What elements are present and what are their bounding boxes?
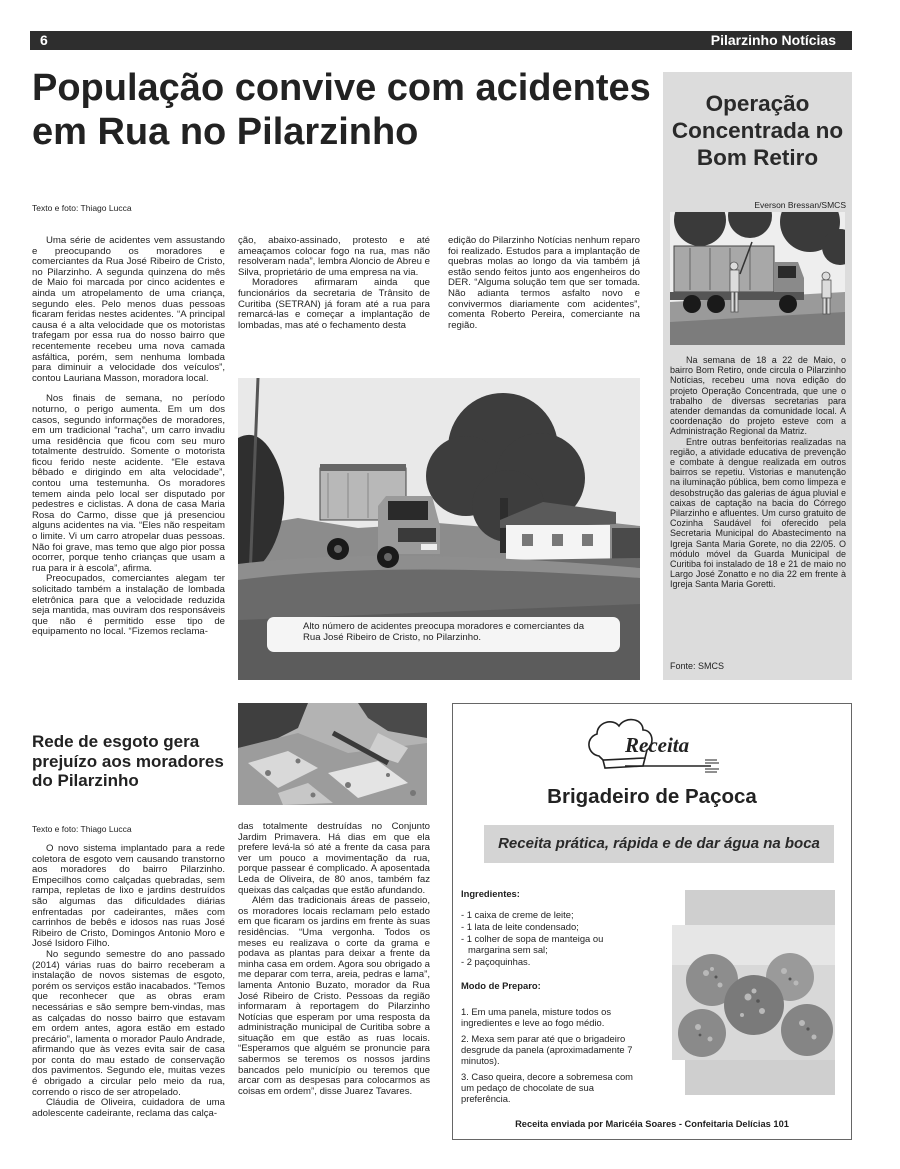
recipe-tagline: Receita prática, rápida e de dar água na boca	[484, 825, 834, 863]
article-headline: População convive com acidentes em Rua no Pilarzinho	[32, 67, 651, 153]
ingredient-item: - 1 colher de sopa de manteiga ou margarina sem sal;	[461, 932, 604, 956]
method-steps	[461, 1006, 643, 1109]
sidebar-photo-credit: Everson Bressan/SMCS	[754, 200, 846, 210]
method-step: 3. Caso queira, decore a sobremesa com um pedaço de chocolate de sua preferência.	[461, 1071, 633, 1104]
article-byline: Texto e foto: Thiago Lucca	[32, 203, 132, 213]
brigadeiro-photo	[672, 925, 835, 1060]
sidebar-text	[670, 355, 846, 590]
article2-byline: Texto e foto: Thiago Lucca	[32, 824, 132, 834]
article-paragraph: Uma série de acidentes vem assustando e preocupando os moradores e comerciantes da Rua José Ribeiro de Cristo, no Pilarzinho. A segunda quinzena do mês de Maio foi marcada por cinco acidentes e ainda um atropelamento de uma criança, segundo eles. Pelo menos duas pessoas ficaram feridas nestes acidentes. “A principal causa é a alta velocidade que os motoristas trafegam por essa rua do nosso bairro que recentemente recebeu uma nova camada asfáltica, porém, sem nenhuma lombada para diminuir a velocidade dos veículos”, contou Lauriana Masson, moradora local.	[32, 236, 225, 384]
sidebar-title: Operação Concentrada no Bom Retiro	[671, 91, 844, 170]
sewer-works-photo	[238, 703, 427, 805]
sidebar-truck-photo	[670, 212, 845, 345]
ingredient-item: - 1 lata de leite condensado;	[461, 920, 579, 932]
ingredient-item: - 1 caixa de creme de leite;	[461, 909, 574, 920]
method-step: 1. Em uma panela, misture todos os ingredientes e leve ao fogo médio.	[461, 1006, 612, 1028]
article-paragraph: Cláudia de Oliveira, cuidadora de uma adolescente cadeirante, reclama das calça-	[32, 1097, 225, 1119]
article-paragraph: O novo sistema implantado para a rede coletora de esgoto vem causando transtorno aos moradores do bairro Pilarzinho. Empecilhos como calçadas quebradas, sem rampa, repletas de lixo e jardins destruídos são algumas das dificuldades diárias enfrentadas por cadeirantes, mães com carrinhos de bebês e idosos nas ruas José Ribeiro de Cristo, Domingos Antonio Moro e José Isidoro Filho.	[32, 843, 225, 950]
method-heading: Modo de Preparo:	[461, 980, 541, 991]
page-number: 6	[40, 32, 48, 48]
ingredients-heading: Ingredientes:	[461, 888, 520, 899]
sidebar-paragraph: Na semana de 18 a 22 de Maio, o bairro Bom Retiro, onde circula o Pilarzinho Notícias, recebeu uma nova edição do projeto Operação Concentrada, que une o trabalho de diversas secretarias para atender demandas da comunidade local. A coordenação do projeto esteve com a Administração Regional da Matriz.	[670, 355, 846, 437]
article-paragraph: edição do Pilarzinho Notícias nenhum reparo foi realizado. Estudos para a implantação de quebras molas ao longo da via também já estão sendo feitos junto aos engenheiros do DER. “Alguma solução tem que ser tomada. Não adianta termos asfalto novo e convivermos diariamente com acidentes”, comenta Roberto Pereira, comerciante na região.	[448, 235, 640, 331]
article-column-3	[448, 236, 640, 331]
recipe-footer: Receita enviada por Maricéia Soares - Confeitaria Delícias 101	[515, 1119, 789, 1129]
article-paragraph: das totalmente destruídas no Conjunto Jardim Primavera. Há dias em que ela prefere levá-la só até a frente da casa para ver um pouco a movimentação da rua, porque passear é complicado. A aposentada Leda de Oliveira, de 80 anos, também faz queixas das calçadas que estão afundando.	[238, 821, 430, 896]
article-paragraph: No segundo semestre do ano passado (2014) várias ruas do bairro receberam a instalação de novos sistemas de esgoto, porém os serviços estão inacabados. “Temos que reconhecer que as obras eram necessárias e são sempre bem-vindas, mas as calçadas do nosso bairro que estavam em ordem antes, agora estão em estado precário”, lamenta o morador Paulo Andrade, afirmando que às vezes evita sair de casa por conta do mau estado de conservação dos pavimentos. Segundo ele, muitas vezes é obrigado a circular pelo meio da rua, correndo o risco de ser atropelado.	[32, 948, 225, 1098]
article-paragraph: Moradores afirmaram ainda que funcionários da secretaria de Trânsito de Curitiba (SETRAN) já foram até a rua para remarcá-las e começar a implantação de lombadas, mas até o fechamento desta	[238, 277, 430, 331]
method-step: 2. Mexa sem parar até que o brigadeiro desgrude da panela (aproximadamente 7 minutos).	[461, 1033, 633, 1066]
ingredient-item: - 2 paçoquinhas.	[461, 956, 531, 968]
publication-name: Pilarzinho Notícias	[710, 32, 836, 48]
sidebar-paragraph: Entre outras benfeitorias realizadas na região, a atividade educativa de prevenção e combate à dengue realizada em outros bairros se repetiu. Vistorias e manutenção na iluminação pública, bem como limpeza e desobstrução das galerias de água pluvial e caixas de captação na bacia do Córrego Pilarzinho e afluentes. Um curso gratuito de Cozinha Saudável foi oferecido pela Secretaria Municipal do Abastecimento na Igreja Santa Maria Gorete, no dia 22/05. O módulo móvel da Guarda Municipal de Curitiba foi instalado de 18 e 21 de maio no Largo José Zonatto e no dia 22 em frente à Igreja Santa Maria Goretti.	[670, 436, 846, 590]
recipe-title: Brigadeiro de Paçoca	[547, 785, 757, 808]
article2-headline: Rede de esgoto gera prejuízo aos moradores do Pilarzinho	[32, 732, 224, 790]
sidebar-source: Fonte: SMCS	[670, 661, 725, 671]
article2-column-1	[32, 844, 225, 1119]
article-paragraph: Além das tradicionais áreas de passeio, os moradores locais reclamam pelo estado em que ficaram os jardins em frente às suas residências. “Uma vergonha. Todos os meses eu realizava o corte da grama e podava as plantas para deixar a frente da minha casa em ordem. Agora sou obrigado a me deparar com terra, areia, pedras e lama”, lamenta Antonio Buzato, morador da Rua José Ribeiro de Cristo. Pessoas da região informaram à reportagem do Pilarzinho Notícias que esperam por uma resposta da administração municipal de Curitiba sobre a situação em que estão as ruas locais. “Esperamos que alguém se pronuncie para sabermos se teremos os nossos jardins bancados pelo município ou teremos que arcar com as despesas para colocarmos as coisas em ordem”, disse Juarez Tavares.	[238, 895, 430, 1097]
article-paragraph: Nos finais de semana, no período noturno, o perigo aumenta. Em um dos casos, segundo informações de moradores, em um tradicional “racha”, um carro invadiu uma residência que ficou com seu muro totalmente destruído. Somente o motorista ficou ferido neste acidente. “Ele estava bêbado e dirigindo em alta velocidade”, contou uma testemunha. Os moradores temem ainda pelo local ser disputado por pedestres e ciclistas. A dona de casa Maria Rosa do Carmo, disse que já presenciou alguns acidentes na via. “Eles não respeitam o limite. Vi um carro atropelar duas pessoas. Não foi grave, mas temo que algo pior possa ocorrer, porque tenho crianças que usam a rua para ir à escola”, afirma.	[32, 393, 225, 574]
photo-caption: Alto número de acidentes preocupa moradores e comerciantes da Rua José Ribeiro de Cristo, no Pilarzinho.	[267, 617, 620, 652]
recipe-logo-text: Receita	[625, 733, 690, 757]
article-column-1	[32, 236, 225, 682]
article-paragraph: Preocupados, comerciantes alegam ter solicitado também a instalação de lombada eletrônica para que a velocidade reduzida seja mantida, mas ouviram dos responsáveis que não é permitido esse tipo de equipamento no local. “Fizemos reclama-	[32, 573, 225, 638]
article-paragraph: ção, abaixo-assinado, protesto e até ameaçamos colocar fogo na rua, mas não resolveram nada”, lembra Aloncio de Abreu e Silva, proprietário de uma empresa na via.	[238, 235, 430, 278]
article-column-2	[238, 236, 430, 331]
ingredients-list	[461, 909, 641, 968]
article2-column-2	[238, 822, 430, 1097]
